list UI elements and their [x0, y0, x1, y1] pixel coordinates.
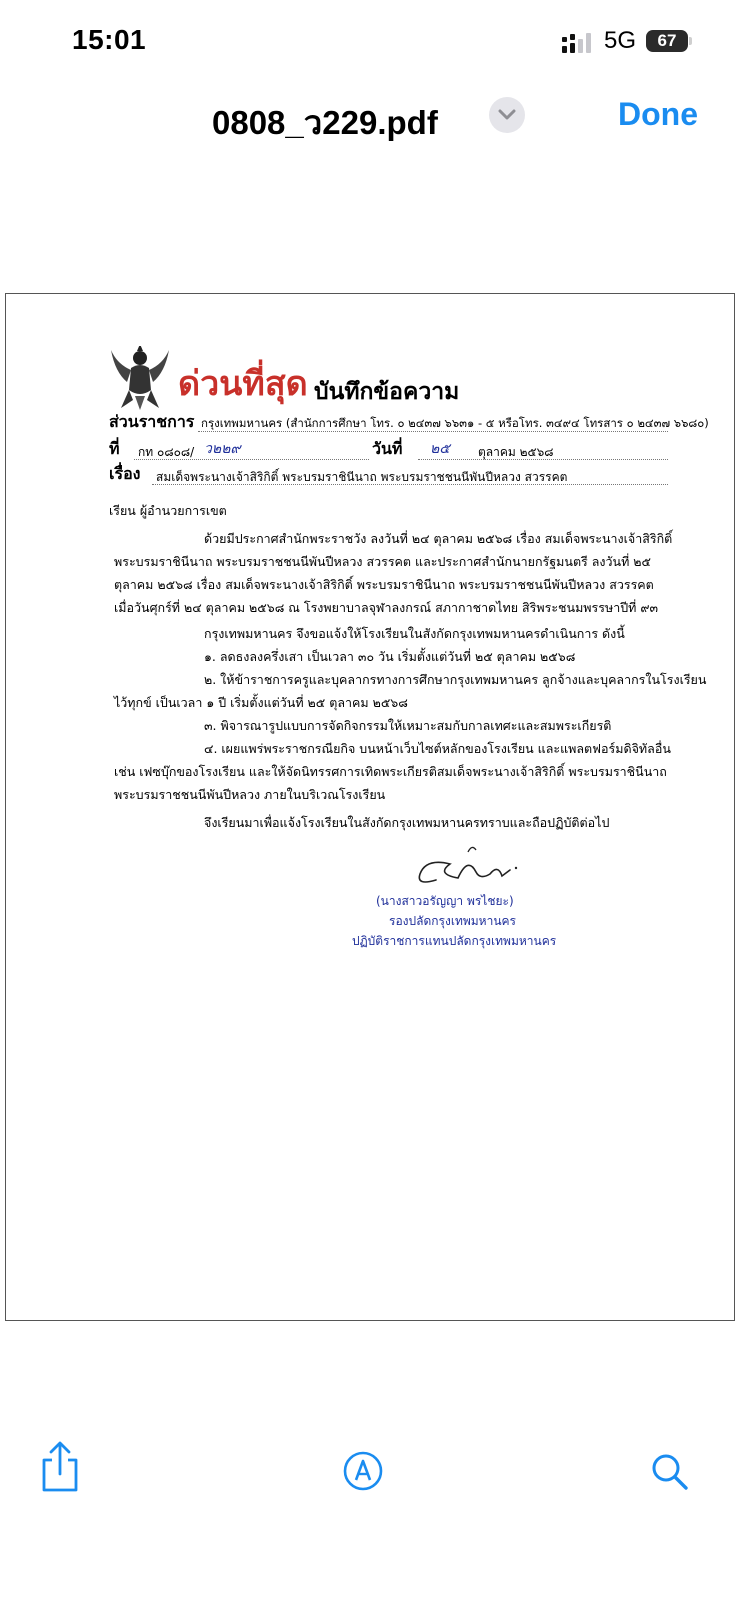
paragraph-line: เมื่อวันศุกร์ที่ ๒๔ ตุลาคม ๒๕๖๘ ณ โรงพยาบาลจุฬาลงกรณ์ สภากาชาดไทย สิริพระชนมพรรษาปีที่ ๙๓: [114, 600, 659, 615]
salutation: เรียน ผู้อำนวยการเขต: [109, 503, 227, 518]
reference-prefix: กท ๐๘๐๘/: [138, 445, 195, 459]
dotted-line: [418, 459, 668, 460]
date-label: วันที่: [372, 439, 403, 458]
paragraph-line: พระบรมราชินีนาถ พระบรมราชชนนีพันปีหลวง สวรรคต และประกาศสำนักนายกรัฐมนตรี ลงวันที่ ๒๕: [114, 554, 651, 569]
department-value: กรุงเทพมหานคร (สำนักการศึกษา โทร. ๐ ๒๔๓๗ ๖๖๓๑ - ๕ หรือโทร. ๓๔๙๔ โทรสาร ๐ ๒๔๓๗ ๖๖๘๐): [201, 416, 709, 430]
list-item: ๓. พิจารณารูปแบบการจัดกิจกรรมให้เหมาะสมกับกาลเทศะและสมพระเกียรติ: [204, 718, 612, 733]
document-title[interactable]: 0808_ว229.pdf: [212, 104, 438, 141]
nav-bar: [0, 80, 740, 160]
subject-label: เรื่อง: [109, 464, 141, 483]
subject-value: สมเด็จพระนางเจ้าสิริกิติ์ พระบรมราชินีนาถ พระบรมราชชนนีพันปีหลวง สวรรคต: [156, 470, 568, 484]
status-bar: [0, 0, 740, 80]
list-item-continued: เช่น เฟซบุ๊กของโรงเรียน และให้จัดนิทรรศการเทิดพระเกียรติสมเด็จพระนางเจ้าสิริกิติ์ พระบรมราชินีนาถ: [114, 764, 667, 779]
battery-icon: 67: [646, 30, 688, 52]
search-icon[interactable]: [650, 1452, 690, 1492]
status-time: 15:01: [72, 24, 147, 55]
paragraph-line: ด้วยมีประกาศสำนักพระราชวัง ลงวันที่ ๒๔ ตุลาคม ๒๕๖๘ เรื่อง สมเด็จพระนางเจ้าสิริกิติ์: [204, 531, 673, 546]
signer-name: (นางสาวอรัญญา พรไชยะ): [376, 894, 514, 908]
list-item-continued: ไว้ทุกข์ เป็นเวลา ๑ ปี เริ่มตั้งแต่วันที่ ๒๕ ตุลาคม ๒๕๖๘: [114, 695, 408, 710]
paragraph-line: กรุงเทพมหานคร จึงขอแจ้งให้โรงเรียนในสังกัดกรุงเทพมหานครดำเนินการ ดังนี้: [204, 626, 625, 641]
share-icon[interactable]: [38, 1440, 82, 1494]
list-item-continued: พระบรมราชชนนีพันปีหลวง ภายในบริเวณโรงเรียน: [114, 787, 386, 802]
list-item: ๑. ลดธงลงครึ่งเสา เป็นเวลา ๓๐ วัน เริ่มตั้งแต่วันที่ ๒๕ ตุลาคม ๒๕๖๘: [204, 649, 576, 664]
network-type: 5G: [604, 27, 637, 54]
reference-label: ที่: [109, 439, 120, 458]
date-rest: ตุลาคม ๒๕๖๘: [478, 445, 554, 459]
markup-icon[interactable]: [342, 1450, 384, 1492]
done-button[interactable]: Done: [618, 96, 698, 132]
dotted-line: [198, 431, 668, 432]
list-item: ๒. ให้ข้าราชการครูและบุคลากรทางการศึกษากรุงเทพมหานคร ลูกจ้างและบุคลากรในโรงเรียน: [204, 672, 707, 687]
date-day: ๒๕: [430, 441, 450, 457]
battery-tip: [689, 37, 692, 45]
list-item: ๔. เผยแพร่พระราชกรณียกิจ บนหน้าเว็บไซต์หลักของโรงเรียน และแพลตฟอร์มดิจิทัลอื่น: [204, 741, 671, 756]
pdf-page[interactable]: [5, 293, 735, 1321]
urgency-stamp: ด่วนที่สุด: [178, 364, 308, 404]
dotted-line: [134, 459, 369, 460]
signal-icon: [562, 33, 596, 53]
signer-title: ปฏิบัติราชการแทนปลัดกรุงเทพมหานคร: [352, 934, 557, 948]
memo-heading: บันทึกข้อความ: [314, 379, 460, 405]
dotted-line: [152, 484, 668, 485]
bottom-toolbar: [0, 1440, 740, 1520]
paragraph-line: ตุลาคม ๒๕๖๘ เรื่อง สมเด็จพระนางเจ้าสิริกิติ์ พระบรมราชินีนาถ พระบรมราชชนนีพันปีหลวง สวรรคต: [114, 577, 654, 592]
department-label: ส่วนราชการ: [109, 412, 195, 431]
signer-title: รองปลัดกรุงเทพมหานคร: [389, 914, 517, 928]
garuda-emblem: [109, 346, 171, 412]
reference-number: ว๒๒๙: [204, 441, 241, 457]
closing-line: จึงเรียนมาเพื่อแจ้งโรงเรียนในสังกัดกรุงเทพมหานครทราบและถือปฏิบัติต่อไป: [204, 815, 610, 830]
chevron-down-icon[interactable]: [489, 97, 525, 133]
